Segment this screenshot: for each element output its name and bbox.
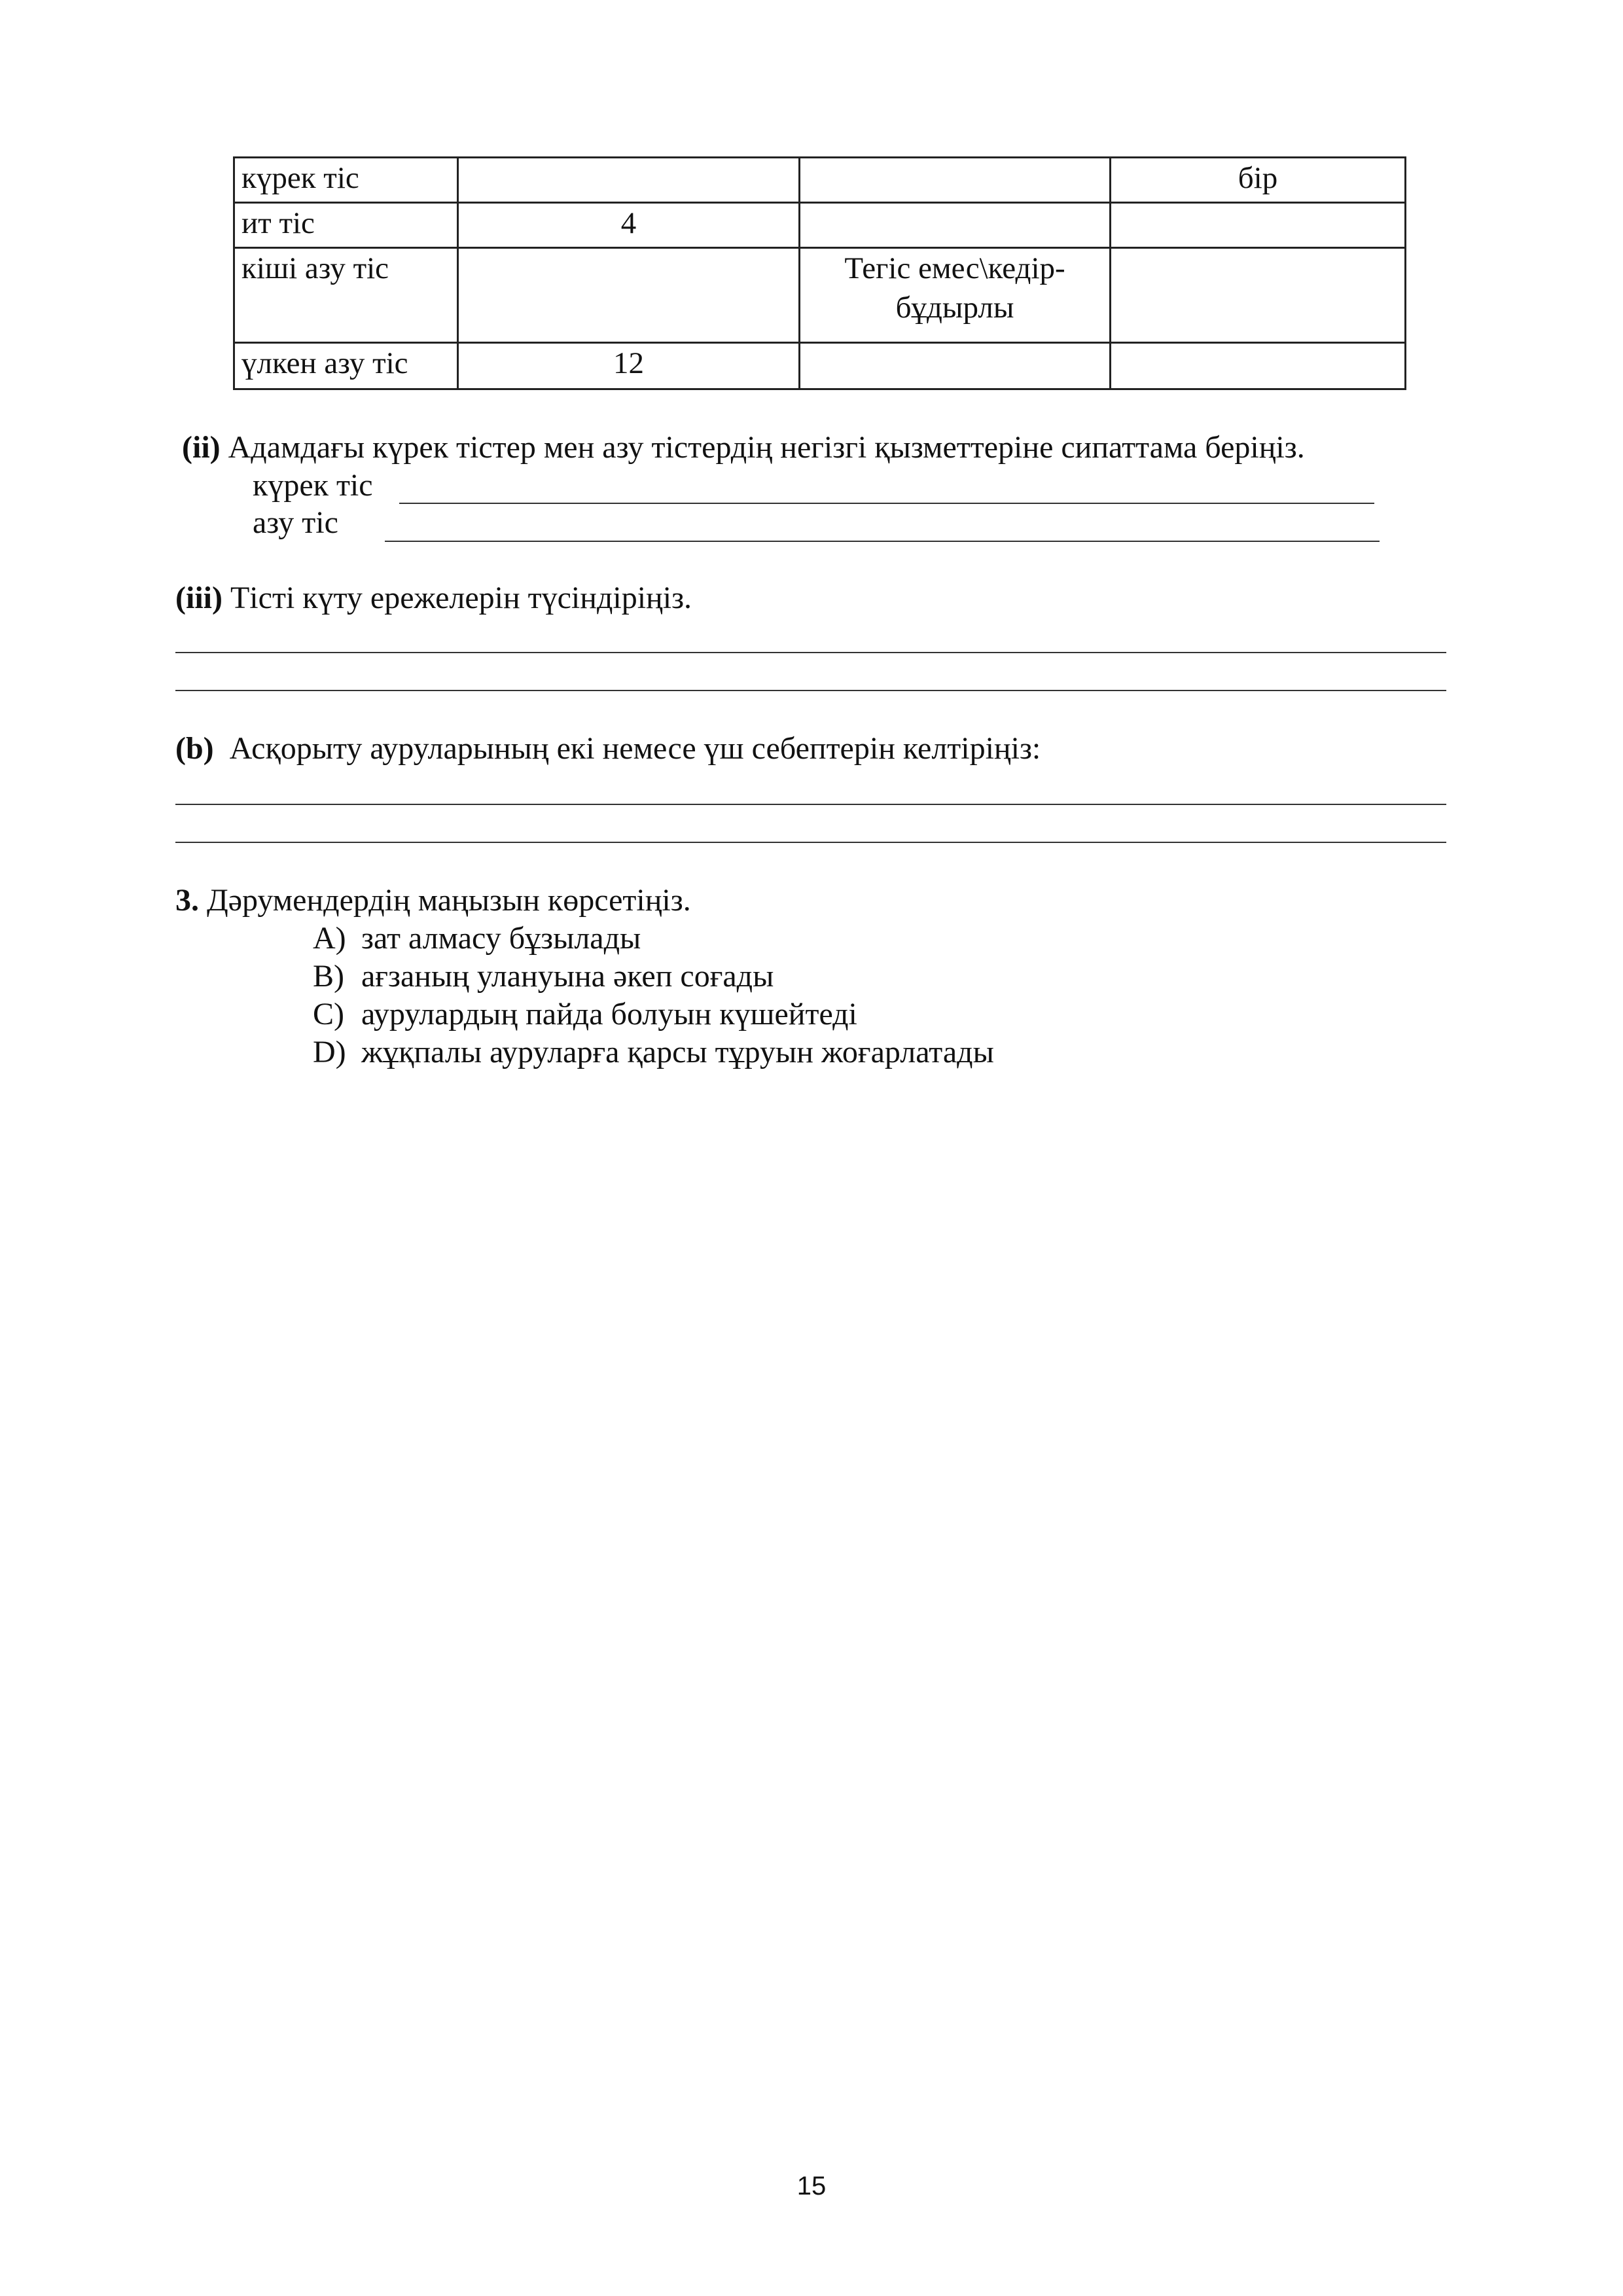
option-text: зат алмасу бұзылады: [361, 921, 641, 956]
option-c[interactable]: [313, 996, 857, 1033]
option-letter: D): [313, 1035, 346, 1069]
table-cell: ит тіс: [234, 203, 458, 248]
answer-line[interactable]: [175, 842, 1446, 843]
table-cell: 4: [458, 203, 800, 248]
table-row: [234, 203, 1406, 248]
table-cell: Тегіс емес\кедір-бұдырлы: [800, 248, 1111, 343]
table-row: [234, 158, 1406, 203]
option-text: аурулардың пайда болуын күшейтеді: [361, 997, 857, 1031]
table-cell: үлкен азу тіс: [234, 343, 458, 389]
option-letter: B): [313, 959, 344, 994]
option-letter: A): [313, 921, 346, 956]
question-text: Тісті күту ережелерін түсіндіріңіз.: [230, 581, 692, 615]
question-ii: [182, 428, 1305, 467]
table-cell: [1111, 248, 1406, 343]
question-number: (b): [175, 731, 214, 766]
answer-label-molar: азу тіс: [253, 505, 338, 540]
answer-label-incisor: күрек тіс: [253, 468, 373, 503]
table-cell: [800, 158, 1111, 203]
table-row: [234, 343, 1406, 389]
question-text: Асқорыту ауруларының екі немесе үш себептерін келтіріңіз:: [229, 731, 1041, 766]
table-cell: күрек тіс: [234, 158, 458, 203]
table-cell: [458, 248, 800, 343]
table-cell: [1111, 343, 1406, 389]
question-number: 3.: [175, 883, 199, 918]
option-text: жұқпалы ауруларға қарсы тұруын жоғарлатады: [361, 1035, 994, 1069]
question-iii: [175, 579, 692, 618]
teeth-table: [233, 156, 1406, 390]
option-a[interactable]: [313, 920, 641, 958]
answer-line[interactable]: [385, 541, 1380, 542]
answer-line[interactable]: [399, 503, 1374, 504]
question-3: [175, 881, 691, 920]
question-b: [175, 729, 1041, 768]
table-cell: 12: [458, 343, 800, 389]
question-text: Адамдағы күрек тістер мен азу тістердің негізгі қызметтеріне сипаттама беріңіз.: [228, 430, 1305, 465]
table-cell: [1111, 203, 1406, 248]
option-letter: C): [313, 997, 344, 1031]
option-b[interactable]: [313, 958, 774, 996]
table-row: [234, 248, 1406, 343]
option-text: ағзаның улануына әкеп соғады: [361, 959, 774, 994]
table-cell: кіші азу тіс: [234, 248, 458, 343]
answer-line[interactable]: [175, 690, 1446, 691]
question-number: (iii): [175, 581, 223, 615]
question-text: Дәрумендердің маңызын көрсетіңіз.: [207, 883, 691, 918]
table-cell: [800, 203, 1111, 248]
table-cell: [800, 343, 1111, 389]
table-cell: [458, 158, 800, 203]
table-cell: бір: [1111, 158, 1406, 203]
answer-line[interactable]: [175, 652, 1446, 653]
question-number: (ii): [182, 430, 221, 465]
answer-line[interactable]: [175, 804, 1446, 805]
page-number: 15: [796, 2172, 827, 2200]
option-d[interactable]: [313, 1033, 994, 1071]
